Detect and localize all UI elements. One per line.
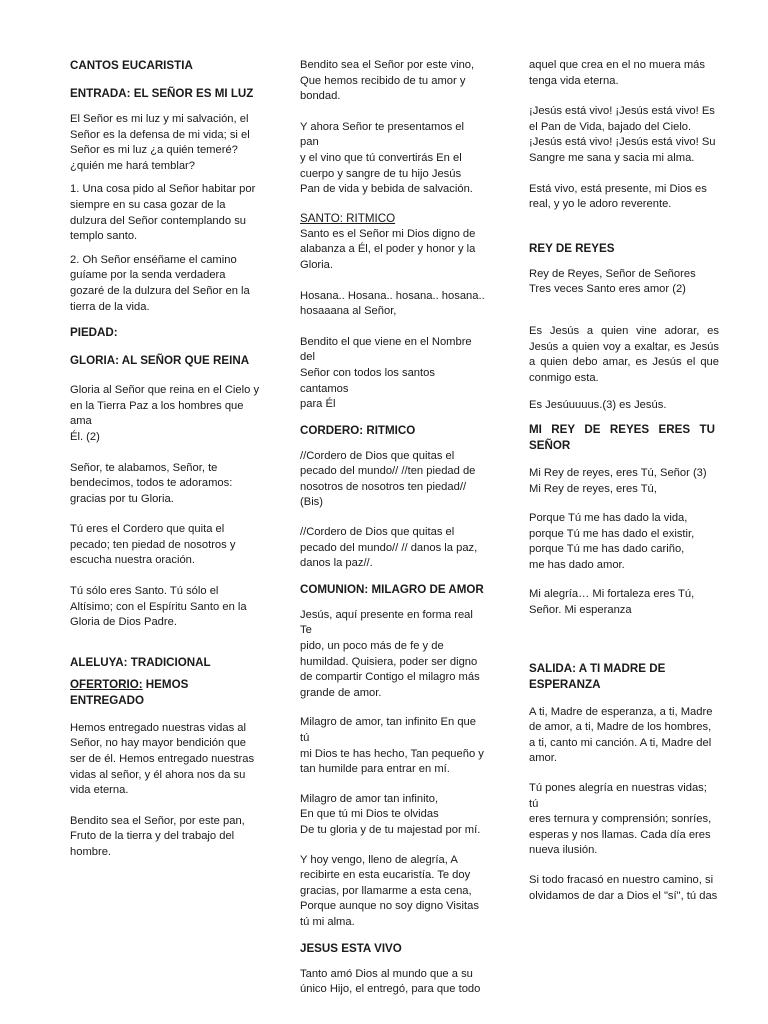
salida-verse-2: Tú pones alegría en nuestras vidas; tú eres ternura y comprensión; sonríes, esperas y nos llamas. Cada día eres nueva ilusión. (529, 782, 712, 857)
entrada-heading: ENTRADA: EL SEÑOR ES MI LUZ (70, 87, 254, 100)
comunion-verse-4: Y hoy vengo, lleno de alegría, A recibirte en esta eucaristía. Te doy gracias, por llamarme a esta cena, Porque aunque no soy digno Visitas tú mi alma. (300, 853, 479, 928)
jesus-vivo-verse-4: Está vivo, está presente, mi Dios es real, y yo le adoro reverente. (529, 182, 707, 211)
ofertorio-verse-3: Bendito sea el Señor por este vino, Que hemos recibido de tu amor y bondad. (300, 59, 475, 103)
cordero-verse-2: //Cordero de Dios que quitas el pecado del mundo// // danos la paz, danos la paz//. (300, 526, 478, 570)
ofertorio-verse-4: Y ahora Señor te presentamos el pan y el vino que tú convertirás En el cuerpo y sangre de tu hijo Jesús Pan de vida y bebida de salvación. (300, 120, 473, 196)
jesus-vivo-verse-1: Tanto amó Dios al mundo que a su único Hijo, el entregó, para que todo (300, 967, 481, 996)
comunion-verse-1: Jesús, aquí presente en forma real Te pido, un poco más de fe y de humildad. Quisiera, poder ser digno de compartir Contigo el milagro más grande de amor. (300, 608, 480, 699)
column-right (529, 58, 719, 904)
mi-rey-verse-1: Mi Rey de reyes, eres Tú, Señor (3) Mi Rey de reyes, eres Tú, (529, 466, 707, 495)
santo-verse-1: Santo es el Señor mi Dios digno de alabanza a Él, el poder y honor y la Gloria. (300, 227, 476, 271)
gloria-verse-4: Tú sólo eres Santo. Tú sólo el Altísimo; con el Espíritu Santo en la Gloria de Dios Padre. (70, 585, 247, 629)
ofertorio-heading (70, 677, 260, 709)
salida-heading: SALIDA: A TI MADRE DE ESPERANZA (529, 661, 666, 691)
salida-verse-1: A ti, Madre de esperanza, a ti, Madre de amor, a ti, Madre de los hombres, a ti, canto mi canción. A ti, Madre del amor. (529, 705, 713, 765)
rey-de-reyes-heading: REY DE REYES (529, 241, 615, 255)
mi-rey-verse-3: Mi alegría… Mi fortaleza eres Tú, Señor. Mi esperanza (529, 588, 695, 617)
mi-rey-verse-2: Porque Tú me has dado la vida, porque Tú me has dado el existir, porque Tú me has dado cariño, me has dado amor. (529, 512, 695, 571)
rey-de-reyes-verse-1: Rey de Reyes, Señor de Señores Tres veces Santo eres amor (2) (529, 267, 696, 296)
santo-heading: SANTO: RITMICO (300, 211, 396, 225)
rey-de-reyes-verse-3: Es Jesúuuuus.(3) es Jesús. (529, 399, 667, 412)
entrada-verse-2: 1. Una cosa pido al Señor habitar por siempre en su casa gozar de la dulzura del Señor contemplando su templo santo. (70, 183, 256, 243)
comunion-verse-3: Milagro de amor tan infinito, En que tú mi Dios te olvidas De tu gloria y de tu majestad por mí. (300, 792, 481, 836)
comunion-heading: COMUNION: MILAGRO DE AMOR (300, 582, 484, 596)
cordero-heading: CORDERO: RITMICO (300, 423, 416, 437)
gloria-verse-1: Gloria al Señor que reina en el Cielo y en la Tierra Paz a los hombres que ama Él. (2) (70, 384, 260, 443)
column-middle (300, 58, 485, 998)
comunion-verse-2: Milagro de amor, tan infinito En que tú mi Dios te has hecho, Tan pequeño y tan humilde para entrar en mí. (300, 716, 484, 776)
gloria-verse-2: Señor, te alabamos, Señor, te bendecimos, todos te adoramos: gracias por tu Gloria. (70, 461, 233, 505)
cordero-verse-1: //Cordero de Dios que quitas el pecado del mundo// //ten piedad de nosotros de nosotros ten piedad// (Bis) (300, 449, 476, 509)
piedad-heading: PIEDAD: (70, 326, 118, 340)
gloria-heading: GLORIA: AL SEÑOR QUE REINA (70, 354, 250, 368)
jesus-vivo-verse-3: ¡Jesús está vivo! ¡Jesús está vivo! Es el Pan de Vida, bajado del Cielo. ¡Jesús está vivo! ¡Jesús está vivo! Su Sangre me sana y sacia mi alma. (529, 105, 716, 164)
jesus-vivo-verse-2: aquel que crea en el no muera más tenga vida eterna. (529, 59, 706, 87)
rey-de-reyes-verse-2: Es Jesús a quien vine adorar, es Jesús a quien voy a exaltar, es Jesús a quien debo amar, es Jesús el que conmigo esta. (529, 324, 719, 384)
ofertorio-heading-underlined: OFERTORIO: (70, 677, 143, 691)
document-title: CANTOS EUCARISTIA (70, 59, 193, 72)
ofertorio-verse-1: Hemos entregado nuestras vidas al Señor, no hay mayor bendición que ser de él. Hemos entregado nuestras vidas al señor, y él ahora nos da su vida eterna. (70, 721, 255, 797)
gloria-verse-3: Tú eres el Cordero que quita el pecado; ten piedad de nosotros y escucha nuestra oración. (70, 523, 236, 567)
entrada-verse-1: El Señor es mi luz y mi salvación, el Señor es la defensa de mi vida; si el Señor es mi luz ¿a quién temeré? ¿quién me hará temblar? (70, 113, 250, 172)
mi-rey-heading: MI REY DE REYES ERES TU SEÑOR (529, 422, 715, 452)
column-left (70, 58, 260, 861)
salida-verse-3: Si todo fracasó en nuestro camino, si olvidamos de dar a Dios el "sí", tú das (529, 874, 718, 902)
jesus-vivo-heading: JESUS ESTA VIVO (300, 941, 402, 955)
santo-verse-2: Hosana.. Hosana.. hosana.. hosana.. hosaaana al Señor, (300, 289, 485, 318)
ofertorio-verse-2: Bendito sea el Señor, por este pan, Fruto de la tierra y del trabajo del hombre. (70, 814, 245, 858)
santo-verse-3: Bendito el que viene en el Nombre del Señor con todos los santos cantamos para Él (300, 335, 472, 411)
entrada-verse-3: 2. Oh Señor enséñame el camino guíame por la senda verdadera gozaré de la dulzura del Señor en la tierra de la vida. (70, 253, 250, 313)
ofertorio-heading-rest: HEMOS ENTREGADO (70, 677, 189, 707)
aleluya-heading: ALELUYA: TRADICIONAL (70, 655, 211, 669)
